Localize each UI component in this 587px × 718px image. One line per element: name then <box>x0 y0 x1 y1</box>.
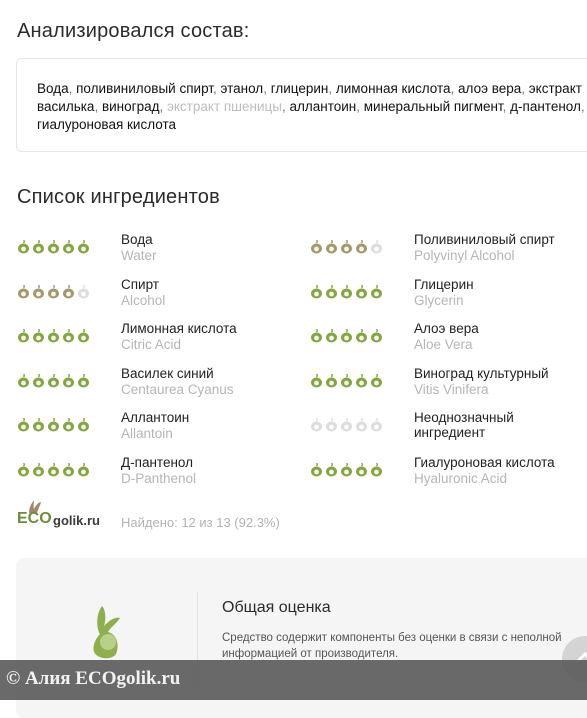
watermark-bar <box>0 660 587 700</box>
leaf-icon <box>32 285 45 299</box>
ingredient-item[interactable] <box>17 232 297 264</box>
leaf-icon <box>355 374 368 388</box>
leaf-icon <box>310 463 323 477</box>
leaf-icon <box>32 418 45 432</box>
leaf-icon <box>77 418 90 432</box>
ingredient-name-ru: Вода <box>121 232 153 247</box>
ingredient-name-ru: Гиалуроновая кислота <box>414 454 555 470</box>
leaf-icon <box>47 285 60 299</box>
leaf-icon <box>310 418 323 432</box>
composition-separator: , <box>94 99 102 114</box>
composition-separator: , <box>68 81 77 96</box>
leaf-icon <box>340 240 353 254</box>
leaf-icon <box>77 240 90 254</box>
leaf-icon <box>77 374 90 388</box>
ingredient-item[interactable] <box>310 232 587 264</box>
rating-leaves <box>310 329 383 343</box>
leaf-icon <box>340 374 353 388</box>
composition-separator: , <box>502 99 511 114</box>
leaf-icon <box>17 240 30 254</box>
leaf-icon <box>47 418 60 432</box>
leaf-icon <box>17 418 30 432</box>
ingredient-name-ru: Неоднозначный ингредиент <box>414 410 514 440</box>
composition-item[interactable]: экстракт василька <box>37 81 582 114</box>
leaf-icon <box>310 329 323 343</box>
leaf-icon <box>340 329 353 343</box>
leaf-icon <box>47 463 60 477</box>
composition-item[interactable]: экстракт пшеницы <box>166 99 282 114</box>
rating-leaves <box>310 418 383 432</box>
leaf-icon <box>325 240 338 254</box>
composition-separator: , <box>159 99 167 114</box>
leaf-icon <box>62 374 75 388</box>
watermark-text: © Алия ECOgolik.ru <box>6 668 181 689</box>
ingredient-names <box>121 232 157 263</box>
rating-leaves <box>17 329 90 343</box>
logo-eco-text: ECO <box>17 510 52 527</box>
leaf-icon <box>340 285 353 299</box>
ingredient-name-ru: Поливиниловый спирт <box>414 232 555 247</box>
composition-item[interactable]: виноград <box>101 99 160 114</box>
rating-leaves <box>310 240 383 254</box>
ingredient-item[interactable] <box>310 277 587 309</box>
composition-separator: , <box>328 81 336 96</box>
composition-separator: , <box>263 81 271 96</box>
ingredient-item[interactable] <box>17 410 297 442</box>
ingredient-name-latin: Glycerin <box>414 292 464 308</box>
ingredient-item[interactable] <box>17 366 297 398</box>
leaf-icon <box>62 418 75 432</box>
leaf-icon <box>310 285 323 299</box>
rating-leaves <box>310 285 383 299</box>
leaf-icon <box>355 285 368 299</box>
composition-item[interactable]: аллантоин <box>289 99 357 114</box>
ingredient-names <box>121 366 234 397</box>
composition-separator: , <box>580 99 585 114</box>
leaf-icon <box>340 463 353 477</box>
composition-separator: , <box>356 99 364 114</box>
ingredient-item[interactable] <box>310 455 587 487</box>
composition-separator: , <box>212 81 221 96</box>
ingredient-name-latin: Polyvinyl Alcohol <box>414 248 515 263</box>
ingredient-name-latin: Allantoin <box>121 426 173 441</box>
ingredient-name-latin: D-Panthenol <box>121 470 197 486</box>
composition-separator: , <box>521 81 529 96</box>
leaf-icon <box>325 374 338 388</box>
composition-item[interactable]: лимонная кислота <box>335 81 451 96</box>
ingredient-name-ru: Алоэ вера <box>414 321 479 336</box>
ingredient-names <box>121 277 165 308</box>
rating-leaves <box>17 463 90 477</box>
composition-item[interactable]: глицерин <box>270 81 329 96</box>
leaf-icon <box>77 329 90 343</box>
rating-leaves <box>17 240 90 254</box>
overall-title: Общая оценка <box>222 599 331 616</box>
leaf-icon <box>370 463 383 477</box>
found-count: Найдено: 12 из 13 (92.3%) <box>121 515 280 530</box>
rating-leaves <box>17 418 90 432</box>
composition-item[interactable]: минеральный пигмент <box>363 99 503 114</box>
ingredient-name-ru: Д-пантенол <box>121 454 193 470</box>
leaf-icon <box>310 374 323 388</box>
composition-item[interactable]: поливиниловый спирт <box>76 81 213 96</box>
ingredient-name-latin: Water <box>121 248 157 263</box>
leaf-icon <box>32 240 45 254</box>
rating-leaves <box>17 374 90 388</box>
leaf-icon <box>47 240 60 254</box>
leaf-icon <box>32 329 45 343</box>
ingredient-name-ru: Василек синий <box>121 365 214 381</box>
ingredient-names <box>414 277 474 308</box>
ingredient-name-latin: Vitis Vinifera <box>414 381 489 397</box>
ingredient-names <box>414 455 555 486</box>
leaf-icon <box>17 463 30 477</box>
ingredient-names <box>414 366 549 397</box>
leaf-icon <box>32 374 45 388</box>
leaf-icon <box>47 374 60 388</box>
leaf-icon <box>370 418 383 432</box>
leaf-icon <box>340 418 353 432</box>
ingredient-name-latin: Alcohol <box>121 292 166 308</box>
leaf-icon <box>325 418 338 432</box>
ingredient-name-ru: Виноград культурный <box>414 365 549 381</box>
rating-leaves <box>17 285 90 299</box>
leaf-icon <box>62 329 75 343</box>
leaf-icon <box>17 374 30 388</box>
composition-box <box>16 58 587 152</box>
leaf-icon <box>355 329 368 343</box>
composition-heading: Анализировался состав: <box>17 20 250 42</box>
rating-leaves <box>310 374 383 388</box>
leaf-icon <box>310 240 323 254</box>
leaf-icon <box>62 240 75 254</box>
ingredient-name-latin: Aloe Vera <box>414 337 473 352</box>
leaf-icon <box>370 285 383 299</box>
ingredient-item[interactable] <box>17 321 297 353</box>
ingredient-item[interactable] <box>17 277 297 309</box>
leaf-icon <box>62 285 75 299</box>
leaf-icon <box>47 329 60 343</box>
ingredient-name-ru: Спирт <box>121 276 159 292</box>
rating-leaves <box>310 463 383 477</box>
ingredient-name-latin: Centaurea Cyanus <box>121 381 234 397</box>
ingredient-name-latin: Hyaluronic Acid <box>414 470 508 486</box>
composition-item[interactable]: гиалуроновая кислота <box>37 117 176 132</box>
ingredient-names <box>414 232 555 263</box>
leaf-icon <box>355 418 368 432</box>
ecogolik-logo[interactable] <box>17 500 107 534</box>
composition-item[interactable]: Вода <box>37 81 69 96</box>
leaf-icon <box>325 463 338 477</box>
ingredient-names <box>121 321 237 352</box>
ingredient-name-ru: Аллантоин <box>121 410 190 425</box>
leaf-icon <box>32 463 45 477</box>
leaf-icon <box>325 285 338 299</box>
composition-item[interactable]: алоэ вера <box>458 81 522 96</box>
ingredient-name-latin: Citric Acid <box>121 337 182 352</box>
leaf-icon <box>325 329 338 343</box>
ingredient-names <box>121 410 189 441</box>
overall-description: Средство содержит компоненты без оценки в связи с неполной информацией от производителя. <box>222 632 562 660</box>
leaf-icon <box>77 463 90 477</box>
leaf-icon <box>17 285 30 299</box>
leaf-icon <box>370 374 383 388</box>
ingredient-item[interactable] <box>310 410 587 442</box>
ingredient-item[interactable] <box>310 366 587 398</box>
ingredient-item[interactable] <box>310 321 587 353</box>
leaf-icon <box>17 329 30 343</box>
leaf-icon <box>370 240 383 254</box>
composition-item[interactable]: д-пантенол <box>510 99 581 114</box>
composition-separator: , <box>281 99 290 114</box>
composition-separator: , <box>450 81 459 96</box>
leaf-icon <box>77 285 90 299</box>
leaf-icon <box>370 329 383 343</box>
ingredients-heading: Список ингредиентов <box>17 186 220 208</box>
logo-golik-text: golik.ru <box>53 513 100 528</box>
leaf-icon <box>355 240 368 254</box>
composition-item[interactable]: этанол <box>220 81 264 96</box>
ingredient-name-ru: Лимонная кислота <box>121 321 237 336</box>
ingredient-names <box>414 410 554 440</box>
leaf-icon <box>62 463 75 477</box>
ingredient-names <box>121 455 196 486</box>
ingredient-item[interactable] <box>17 455 297 487</box>
rabbit-icon <box>84 602 128 662</box>
ingredient-name-ru: Глицерин <box>414 276 474 292</box>
leaf-icon <box>355 463 368 477</box>
ingredient-names <box>414 321 479 352</box>
